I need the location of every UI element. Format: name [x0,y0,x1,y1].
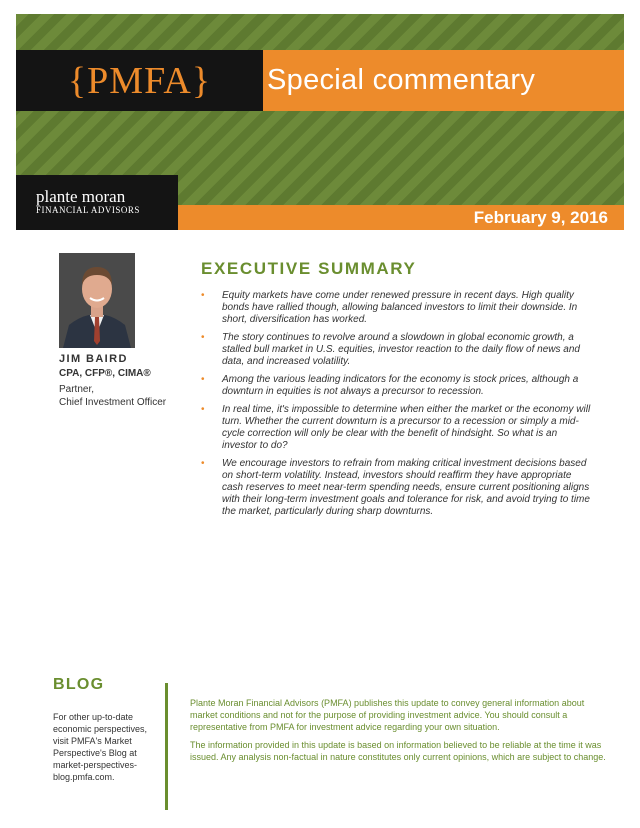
executive-summary-list [201,290,593,524]
disclaimer [190,697,614,769]
summary-item-text: We encourage investors to refrain from making critical investment decisions based on short-term volatility. Instead, investors should reaffirm they have appropriate cash reserves to meet near-term spending needs, ensure current positioning aligns with their long-term investment goals and tolerance for risk, and avoid trying to time the market, particularly during sharp downturns. [222,458,590,517]
executive-summary-heading: EXECUTIVE SUMMARY [201,259,417,278]
brand-name: plante moran [36,187,126,206]
blog-heading: BLOG [53,676,105,693]
summary-item [201,332,593,368]
author-role [59,383,166,409]
author-portrait [59,253,135,348]
author-title-line2: Chief Investment Officer [59,397,167,408]
bullet-icon: • [201,290,205,301]
disclaimer-paragraph-2: The information provided in this update is based on information believed to be reliable at the time it was issued. Any analysis non-factual in nature constitutes only current opinions, which are subject to change. [190,740,606,762]
author-credentials: CPA, CFP®, CIMA® [59,368,151,379]
title-bar [263,50,624,111]
summary-item [201,404,593,452]
brand-subtitle: FINANCIAL ADVISORS [36,205,140,215]
bullet-icon: • [201,374,205,385]
disclaimer-paragraph-1: Plante Moran Financial Advisors (PMFA) publishes this update to convey general information about market conditions and not for the purpose of providing investment advice. You should consult a representative from PMFA for investment advice regarding your own situation. [190,698,585,732]
logo-text: {PMFA} [67,59,212,102]
summary-item [201,290,593,326]
summary-item-text: Equity markets have come under renewed pressure in recent days. High quality bonds have rallied though, allowing balanced investors to limit their downside. In short, diversification has worked. [222,290,578,325]
publication-date: February 9, 2016 [473,207,608,227]
summary-item [201,374,593,398]
author-name: JIM BAIRD [59,353,128,365]
blog-text: For other up-to-date economic perspectives, visit PMFA's Market Perspective's Blog at market-perspectives-blog.pmfa.com. [53,712,148,782]
author-photo [59,253,135,348]
summary-item-text: In real time, it's impossible to determine when either the market or the economy will turn. Whether the current downturn is a precursor to a recession or simply a mid-cycle correction will only be clear with the benefit of hindsight. So what is an investor to do? [222,404,591,451]
summary-item-text: Among the various leading indicators for the economy is stock prices, although a downturn in equities is not always a precursor to recession. [222,374,579,397]
bullet-icon: • [201,404,205,415]
page-title: Special commentary [267,64,536,96]
author-title-line1: Partner, [59,384,95,395]
pmfa-logo [16,50,263,111]
summary-item [201,458,593,518]
bullet-icon: • [201,458,205,469]
plante-moran-logo [16,175,178,230]
bullet-icon: • [201,332,205,343]
date-bar [178,205,624,230]
divider [165,683,168,810]
summary-item-text: The story continues to revolve around a slowdown in global economic growth, a stalled bull market in U.S. equities, investor reaction to the daily flow of news and data, and increased volatility. [222,332,580,367]
